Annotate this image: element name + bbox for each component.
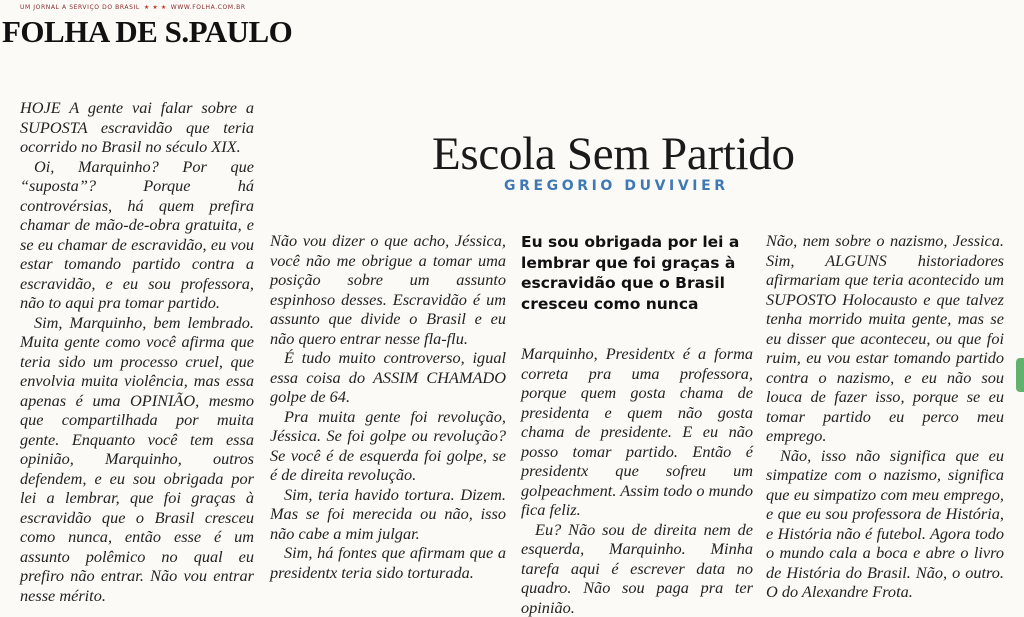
newspaper-logo: FOLHA DE S.PAULO — [2, 14, 292, 50]
article-column-1 — [20, 98, 254, 605]
paragraph: Marquinho, Presidentx é a forma correta pra uma professora, porque quem gosta chama de presidenta e quem não gosta chama de presidente. E eu não posso tomar partido. Então é presidentx que sofreu um golpeachment. Assim todo o mundo fica feliz. — [521, 344, 753, 520]
masthead — [0, 0, 300, 60]
article-headline: Escola Sem Partido — [432, 127, 795, 181]
paragraph: HOJE A gente vai falar sobre a SUPOSTA escravidão que teria ocorrido no Brasil no século XIX. — [20, 98, 254, 157]
article-byline: GREGORIO DUVIVIER — [504, 178, 729, 194]
paragraph: Sim, teria havido tortura. Dizem. Mas se foi merecida ou não, isso não cabe a mim julgar. — [270, 485, 506, 544]
tagline-right: WWW.FOLHA.COM.BR — [171, 4, 246, 11]
paragraph: Sim, Marquinho, bem lembrado. Muita gente como você afirma que teria sido um processo cruel, que envolvia muita violência, mas essa apenas é uma OPINIÃO, mesmo que compartilhada por muita gente. Enquanto você tem essa opinião, Marquinho, outros defendem, e eu sou obrigada por lei a lembrar, que foi graças à escravidão que o Brasil cresceu como nunca, então esse é um assunto polêmico no qual eu prefiro não entrar. Não vou entrar nesse mérito. — [20, 313, 254, 606]
article-column-3 — [521, 344, 753, 617]
paragraph: Não, nem sobre o nazismo, Jessica. Sim, ALGUNS historiadores afirmariam que teria acontecido um SUPOSTO Holocausto e que talvez tenha morrido muita gente, mas se eu disser que aconteceu, ou que foi ruim, eu vou estar tomando partido contra o nazismo, e eu não sou louca de fazer isso, porque se eu tomar partido eu perco meu emprego. — [766, 231, 1004, 446]
paragraph: Não vou dizer o que acho, Jéssica, você não me obrigue a tomar uma posição sobre um assunto espinhoso desses. Escravidão é um assunto que divide o Brasil e eu não quero entrar nesse fla-flu. — [270, 231, 506, 348]
article-column-2 — [270, 231, 506, 582]
pull-quote: Eu sou obrigada por lei a lembrar que foi graças à escravidão que o Brasil cresceu como nunca — [521, 232, 753, 314]
paragraph: Sim, há fontes que afirmam que a presidentx teria sido torturada. — [270, 543, 506, 582]
page-edge-tab — [1016, 358, 1024, 392]
paragraph: Eu? Não sou de direita nem de esquerda, Marquinho. Minha tarefa aqui é escrever data no quadro. Não sou paga pra ter opinião. — [521, 520, 753, 617]
article-column-4 — [766, 231, 1004, 602]
masthead-tagline — [20, 4, 246, 11]
paragraph: É tudo muito controverso, igual essa coisa do ASSIM CHAMADO golpe de 64. — [270, 348, 506, 407]
tagline-left: UM JORNAL A SERVIÇO DO BRASIL — [20, 4, 140, 11]
paragraph: Pra muita gente foi revolução, Jéssica. Se foi golpe ou revolução? Se você é de esquerda foi golpe, se é de direita revolução. — [270, 407, 506, 485]
paragraph: Não, isso não significa que eu simpatize com o nazismo, significa que eu simpatizo com meu emprego, e que eu sou professora de História, e História não é futebol. Agora todo o mundo cala a boca e abre o livro de História do Brasil. Não, o outro. O do Alexandre Frota. — [766, 446, 1004, 602]
paragraph: Oi, Marquinho? Por que “suposta”? Porque há controvérsias, há quem prefira chamar de mão-de-obra gratuita, e se eu chamar de escravidão, eu vou estar tomando partido contra a escravidão, e eu sou professora, não to aqui pra tomar partido. — [20, 157, 254, 313]
tagline-stars: ★ ★ ★ — [144, 4, 167, 11]
